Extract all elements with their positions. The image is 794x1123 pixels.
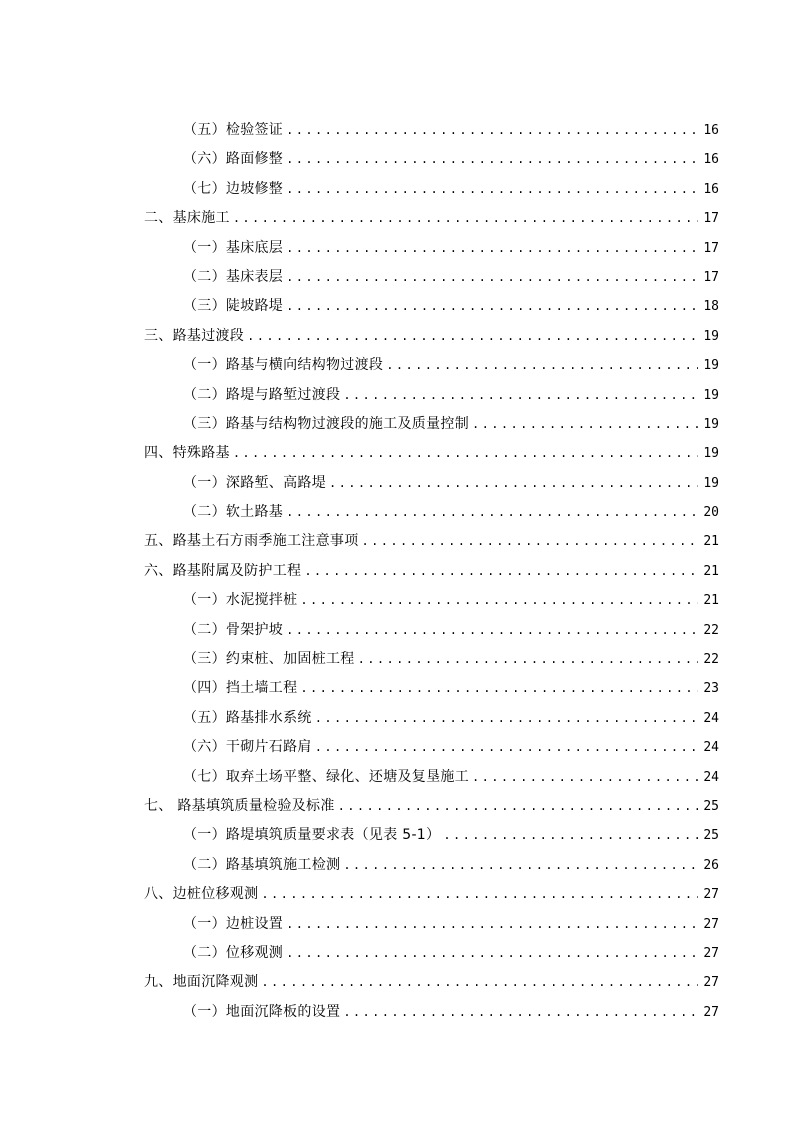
toc-leader-dots bbox=[286, 175, 698, 204]
toc-entry-page: 19 bbox=[703, 358, 719, 374]
toc-leader-dots bbox=[304, 557, 698, 586]
toc-entry-page: 16 bbox=[703, 123, 719, 138]
toc-leader-dots bbox=[247, 322, 698, 351]
toc-leader-dots bbox=[343, 381, 698, 410]
toc-entry[interactable] bbox=[144, 145, 719, 174]
toc-leader-dots bbox=[338, 792, 698, 821]
toc-leader-dots bbox=[286, 939, 698, 968]
toc-entry[interactable] bbox=[144, 821, 719, 850]
toc-leader-dots bbox=[315, 704, 698, 733]
toc-section-entry[interactable] bbox=[144, 880, 719, 909]
toc-entry[interactable] bbox=[144, 410, 719, 439]
toc-entry-title: 七、 路基填筑质量检验及标准 bbox=[144, 797, 335, 814]
toc-entry-page: 25 bbox=[703, 798, 719, 814]
toc-entry[interactable] bbox=[144, 910, 719, 939]
toc-entry[interactable] bbox=[144, 939, 719, 968]
toc-leader-dots bbox=[300, 674, 698, 703]
toc-section-entry[interactable] bbox=[144, 439, 719, 468]
toc-entry[interactable] bbox=[144, 586, 719, 615]
toc-section-entry[interactable] bbox=[144, 322, 719, 351]
toc-entry-title: （一）边桩设置 bbox=[183, 915, 284, 932]
toc-entry-page: 26 bbox=[703, 857, 719, 873]
toc-entry-page: 24 bbox=[703, 710, 719, 726]
toc-leader-dots bbox=[233, 204, 698, 233]
toc-entry-page: 19 bbox=[703, 328, 719, 344]
toc-entry-title: （二）骨架护坡 bbox=[183, 621, 284, 638]
toc-section-entry[interactable] bbox=[144, 527, 719, 556]
toc-entry-page: 19 bbox=[703, 387, 719, 403]
toc-entry-page: 27 bbox=[703, 1004, 719, 1020]
toc-entry-title: （一）路堤填筑质量要求表（见表 5-1） bbox=[183, 827, 441, 844]
toc-leader-dots bbox=[472, 410, 698, 439]
toc-leader-dots bbox=[286, 616, 698, 645]
toc-entry[interactable] bbox=[144, 498, 719, 527]
toc-entry-title: 二、基床施工 bbox=[144, 210, 230, 227]
toc-entry-title: （三）陡坡路堤 bbox=[183, 298, 284, 315]
toc-entry-title: （五）路基排水系统 bbox=[183, 709, 312, 726]
toc-entry-page: 16 bbox=[703, 152, 719, 168]
toc-entry[interactable] bbox=[144, 674, 719, 703]
toc-leader-dots bbox=[286, 145, 698, 174]
toc-entry-title: （三）路基与结构物过渡段的施工及质量控制 bbox=[183, 415, 469, 432]
toc-entry[interactable] bbox=[144, 733, 719, 762]
toc-entry-page: 22 bbox=[703, 652, 719, 668]
toc-entry-page: 17 bbox=[703, 211, 719, 227]
toc-entry-page: 17 bbox=[703, 269, 719, 285]
toc-section-entry[interactable] bbox=[144, 968, 719, 997]
toc-section-entry[interactable] bbox=[144, 204, 719, 233]
toc-entry-page: 19 bbox=[703, 446, 719, 462]
toc-entry[interactable] bbox=[144, 116, 719, 145]
toc-entry-title: 四、特殊路基 bbox=[144, 445, 230, 462]
toc-leader-dots bbox=[443, 821, 698, 850]
toc-leader-dots bbox=[300, 586, 698, 615]
toc-leader-dots bbox=[233, 439, 698, 468]
toc-entry-page: 19 bbox=[703, 475, 719, 491]
toc-entry-title: 三、路基过渡段 bbox=[144, 327, 245, 344]
toc-entry-title: （二）基床表层 bbox=[183, 268, 284, 285]
toc-entry-page: 25 bbox=[703, 828, 719, 844]
toc-entry-page: 21 bbox=[703, 563, 719, 579]
toc-entry-title: （二）路基填筑施工检测 bbox=[183, 856, 341, 873]
toc-entry[interactable] bbox=[144, 263, 719, 292]
toc-entry-title: （一）水泥搅拌桩 bbox=[183, 592, 298, 609]
toc-entry-page: 16 bbox=[703, 181, 719, 197]
toc-entry[interactable] bbox=[144, 381, 719, 410]
toc-entry-page: 20 bbox=[703, 505, 719, 521]
toc-leader-dots bbox=[286, 292, 698, 321]
toc-entry[interactable] bbox=[144, 292, 719, 321]
toc-entry-page: 27 bbox=[703, 945, 719, 961]
toc-leader-dots bbox=[315, 733, 698, 762]
toc-entry[interactable] bbox=[144, 616, 719, 645]
toc-entry-page: 21 bbox=[703, 534, 719, 550]
toc-entry-title: （六）路面修整 bbox=[183, 151, 284, 168]
toc-entry-page: 18 bbox=[703, 299, 719, 315]
toc-entry-title: （一）地面沉降板的设置 bbox=[183, 1003, 341, 1020]
toc-leader-dots bbox=[386, 351, 698, 380]
toc-entry-title: （七）取弃土场平整、绿化、还塘及复垦施工 bbox=[183, 768, 469, 785]
toc-entry-title: （四）挡土墙工程 bbox=[183, 680, 298, 697]
toc-entry-title: 六、路基附属及防护工程 bbox=[144, 562, 302, 579]
toc-leader-dots bbox=[286, 263, 698, 292]
toc-entry-page: 24 bbox=[703, 740, 719, 756]
toc-entry-title: （二）位移观测 bbox=[183, 944, 284, 961]
toc-section-entry[interactable] bbox=[144, 792, 719, 821]
toc-entry-title: （一）基床底层 bbox=[183, 239, 284, 256]
toc-entry-title: （六）干砌片石路肩 bbox=[183, 739, 312, 756]
toc-entry[interactable] bbox=[144, 645, 719, 674]
toc-entry-title: （五）检验签证 bbox=[183, 122, 284, 138]
toc-entry-title: 八、边桩位移观测 bbox=[144, 886, 259, 903]
toc-entry-title: （一）深路堑、高路堤 bbox=[183, 474, 326, 491]
toc-entry[interactable] bbox=[144, 469, 719, 498]
toc-entry[interactable] bbox=[144, 351, 719, 380]
toc-leader-dots bbox=[286, 910, 698, 939]
toc-leader-dots bbox=[343, 851, 698, 880]
toc-entry[interactable] bbox=[144, 998, 719, 1027]
toc-leader-dots bbox=[261, 880, 698, 909]
toc-entry-title: （一）路基与横向结构物过渡段 bbox=[183, 357, 384, 374]
toc-leader-dots bbox=[261, 968, 698, 997]
toc-entry-title: 九、地面沉降观测 bbox=[144, 974, 259, 991]
toc-leader-dots bbox=[362, 527, 699, 556]
toc-leader-dots bbox=[329, 469, 698, 498]
toc-leader-dots bbox=[286, 116, 698, 145]
toc-entry-title: （二）软土路基 bbox=[183, 504, 284, 521]
toc-entry[interactable] bbox=[144, 763, 719, 792]
toc-entry[interactable] bbox=[144, 851, 719, 880]
toc-entry-page: 19 bbox=[703, 416, 719, 432]
toc-leader-dots bbox=[358, 645, 698, 674]
toc-entry-page: 17 bbox=[703, 240, 719, 256]
toc-entry-page: 27 bbox=[703, 916, 719, 932]
toc-entry-page: 21 bbox=[703, 593, 719, 609]
toc-entry[interactable] bbox=[144, 234, 719, 263]
toc-entry-title: （三）约束桩、加固桩工程 bbox=[183, 651, 355, 668]
toc-entry-title: 五、路基土石方雨季施工注意事项 bbox=[144, 533, 359, 550]
toc-entry-page: 27 bbox=[703, 975, 719, 991]
table-of-contents bbox=[144, 116, 719, 1027]
toc-leader-dots bbox=[472, 763, 698, 792]
toc-entry-title: （二）路堤与路堑过渡段 bbox=[183, 386, 341, 403]
toc-entry[interactable] bbox=[144, 704, 719, 733]
toc-leader-dots bbox=[343, 998, 698, 1027]
toc-entry-title: （七）边坡修整 bbox=[183, 180, 284, 197]
toc-entry[interactable] bbox=[144, 175, 719, 204]
toc-leader-dots bbox=[286, 234, 698, 263]
toc-entry-page: 22 bbox=[703, 622, 719, 638]
toc-entry-page: 24 bbox=[703, 769, 719, 785]
toc-entry-page: 23 bbox=[703, 681, 719, 697]
toc-entry-page: 27 bbox=[703, 887, 719, 903]
toc-section-entry[interactable] bbox=[144, 557, 719, 586]
toc-leader-dots bbox=[286, 498, 698, 527]
